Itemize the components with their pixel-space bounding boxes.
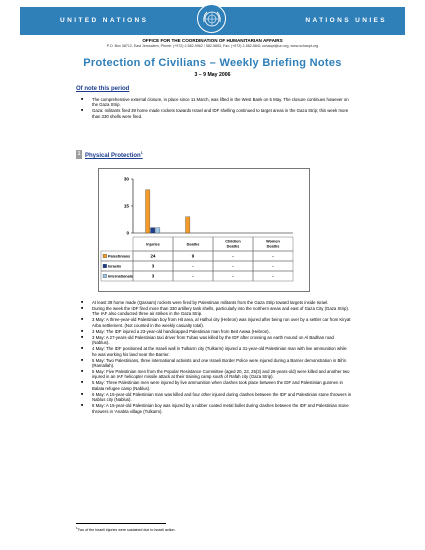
- list-item: ■ 5 May: Two Palestinians, three international activists and one Israeli Border Police were injured during a Barrier demonstration in Bil'in (Ramallah).: [76, 358, 352, 369]
- list-item: ■ 3 May: A 27-years-old Palestinian taxi driver from Tubas was killed by the IDF after crossing an earth mound on Al Badhan road (Nablus).: [76, 335, 352, 346]
- list-item: ■ 4 May: The IDF positioned at the Israeli wall in Tulkarm city (Tulkarm) injured a 31-year-old Palestinian man with live ammunition while he was working his land near the Barrier.: [76, 346, 352, 357]
- data-label: 3: [151, 273, 155, 279]
- header-left-text: UNITED NATIONS: [60, 17, 149, 24]
- legend-entry: Internationals: [108, 274, 133, 279]
- y-tick-label: 30: [123, 176, 129, 182]
- footnote-number: 1: [76, 526, 78, 530]
- report-date: 3 – 9 May 2006: [194, 72, 231, 78]
- bar: [151, 228, 155, 233]
- bar: [156, 228, 160, 233]
- list-item: ■ At least 39 home made (Qassam) rockets were fired by Palestinian militants from the Gaza Strip toward targets inside Israel.: [76, 300, 352, 305]
- data-label: -: [272, 263, 274, 269]
- footnote-mark: 1: [140, 151, 143, 155]
- y-tick-label: 0: [126, 230, 129, 236]
- section-number: 1: [77, 151, 81, 157]
- table-category-label: Deaths: [186, 242, 200, 247]
- table-category-label: Women: [266, 239, 280, 244]
- table-category-label: Children: [225, 239, 241, 244]
- legend-entry: Israelis: [108, 264, 122, 269]
- data-label: 24: [150, 253, 156, 259]
- list-item: ■ 8 May: A 15-year-old Palestinian boy was injured by a rubber coated metal bullet during clashes between the IDF and Palestinian stone throwers in 'Anabta village (Tulkarm).: [76, 403, 352, 414]
- un-emblem-icon: [197, 4, 226, 33]
- physical-protection-heading-text: Physical Protection: [85, 153, 141, 159]
- data-label: -: [272, 273, 274, 279]
- footnote: [76, 526, 176, 532]
- data-label: 3: [151, 263, 155, 269]
- list-item: ■ 3 May: The IDF injured a 23-year-old handicapped Palestinian man from Beit Awwa (Hebron).: [76, 329, 352, 334]
- legend-swatch: [103, 274, 107, 278]
- physical-protection-heading: [85, 151, 143, 159]
- legend-swatch: [103, 254, 107, 258]
- y-tick-label: 15: [123, 203, 129, 209]
- table-category-label: Deaths: [266, 244, 280, 249]
- data-label: -: [232, 253, 234, 259]
- bar: [186, 217, 190, 233]
- list-item: ■ 3 May: A three-year-old Palestinian boy from Hit area, al Halhul city (Hebron) was injured after being run over by a settler car from Kiryat Arba settlement. (Not counted in the weekly casualty total).: [76, 317, 352, 328]
- list-item: ■ 5 May: Five Palestinian men from the Popular Resistance Committee (aged 20, 23, 25(3) and 26-years-old) were killed and another two injured in an IAF helicopter missile attack at their training camp south of Rafah city (Gaza Strip).: [76, 369, 352, 380]
- legend-entry: Palestinians: [108, 254, 131, 259]
- header-right-text: NATIONS UNIES: [305, 17, 387, 24]
- office-address: P.O. Box 38712, East Jerusalem, Phone: (+972) 2-582-9962 / 582-5853, Fax: (+972) 2-582-5841 ochaopt@un.org, www.ochaopt.org: [106, 44, 319, 48]
- data-label: 9: [191, 253, 195, 259]
- data-label: -: [232, 263, 234, 269]
- list-item: ■ 6 May: A 15-year-old Palestinian man was killed and four other injured during clashes between the IDF and Palestinian stone throwers in Nablus city (Nablus).: [76, 392, 352, 403]
- office-name: OFFICE FOR THE COORDINATION OF HUMANITARIAN AFFAIRS: [142, 38, 283, 43]
- table-category-label: Deaths: [226, 244, 240, 249]
- of-note-heading: Of note this period: [76, 86, 130, 92]
- legend-swatch: [103, 264, 107, 268]
- of-note-list: [76, 97, 352, 120]
- bar: [146, 190, 150, 233]
- casualty-chart-frame: [98, 168, 310, 292]
- list-item: ■ The comprehensive external closure, in place since 11 March, was lifted in the West Bank on 5 May. The closure continues however on the Gaza Strip.: [76, 97, 352, 108]
- list-item: ■ 5 May: Three Palestinian men were injured by live ammunition when clashes took place between the IDF and Palestinian gunmen in Balata refugee camp (Nablus).: [76, 380, 352, 391]
- data-label: -: [192, 263, 194, 269]
- page-title: Protection of Civilians – Weekly Briefing Notes: [83, 57, 342, 69]
- list-item: ■ During the week the IDF fired more than 330 artillery tank shells, particularly into the northern areas and east of Gaza City (Gaza Strip). The IAF also conducted three air strikes in the Gaza Strip.: [76, 306, 352, 317]
- table-category-label: Injuries: [146, 242, 160, 247]
- data-label: -: [272, 253, 274, 259]
- data-label: -: [232, 273, 234, 279]
- data-label: -: [192, 273, 194, 279]
- casualty-chart: [99, 169, 311, 293]
- footnote-divider: [76, 523, 166, 524]
- footnote-text: Two of the Israeli injuries were sustained due to Israeli action.: [77, 528, 176, 533]
- list-item: ■ Gaza: militants fired 39 home made rockets towards Israel and IDF shelling continued to target areas in the Gaza Strip; this week more than 330 shells were fired.: [76, 108, 352, 119]
- events-list: [76, 300, 352, 415]
